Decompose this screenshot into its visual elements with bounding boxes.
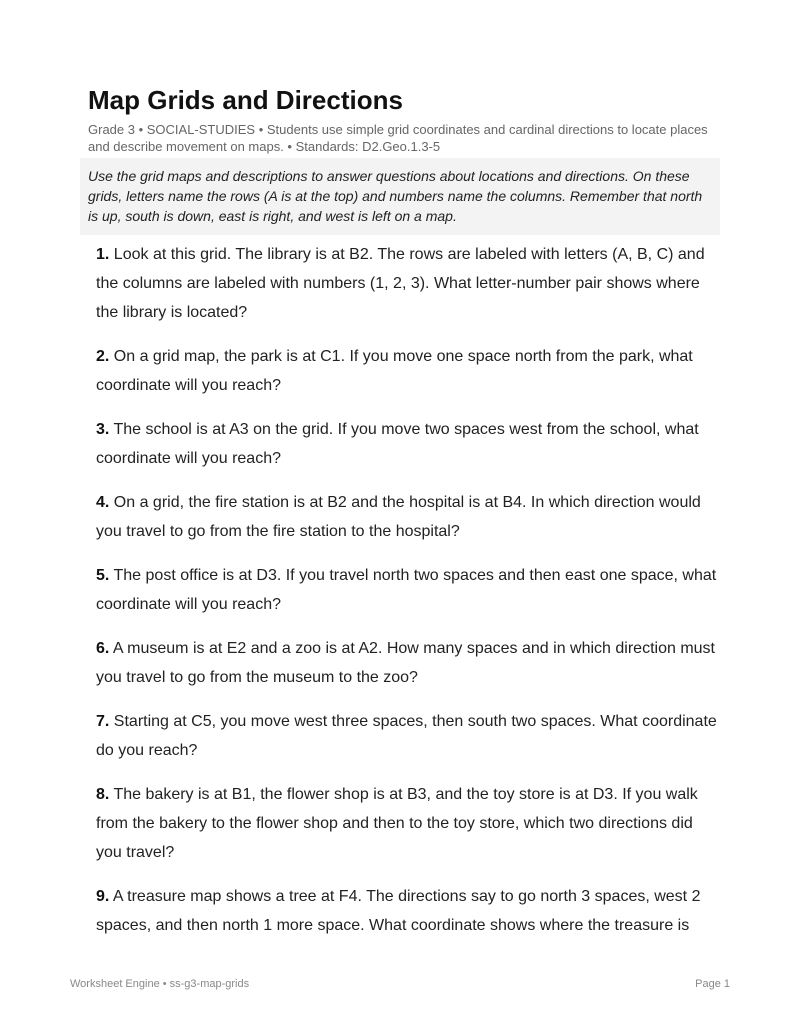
question-list (96, 240, 720, 955)
question-text: Look at this grid. The library is at B2. The rows are labeled with letters (A, B, C) and the columns are labeled with numbers (1, 2, 3). What letter-number pair shows where the library is located? (96, 246, 705, 321)
question-text: A treasure map shows a tree at F4. The directions say to go north 3 spaces, west 2 spaces, and then north 1 more space. What coordinate shows where the treasure is (96, 888, 701, 934)
question-item (96, 882, 720, 940)
question-item (96, 780, 720, 867)
question-number: 5. (96, 567, 110, 584)
question-text: The school is at A3 on the grid. If you move two spaces west from the school, what coordinate will you reach? (96, 421, 699, 467)
question-item (96, 707, 720, 765)
question-number: 7. (96, 713, 110, 730)
question-item (96, 634, 720, 692)
footer-source: Worksheet Engine • ss-g3-map-grids (70, 978, 250, 990)
question-item (96, 415, 720, 473)
question-number: 2. (96, 348, 110, 365)
footer-page-number: Page 1 (695, 978, 730, 990)
question-number: 4. (96, 494, 110, 511)
question-item (96, 240, 720, 327)
question-number: 8. (96, 786, 110, 803)
question-text: The post office is at D3. If you travel north two spaces and then east one space, what coordinate will you reach? (96, 567, 717, 613)
question-text: Starting at C5, you move west three spaces, then south two spaces. What coordinate do you reach? (96, 713, 717, 759)
question-number: 3. (96, 421, 110, 438)
question-number: 9. (96, 888, 110, 905)
question-item (96, 561, 720, 619)
question-text: On a grid, the fire station is at B2 and the hospital is at B4. In which direction would you travel to go from the fire station to the hospital? (96, 494, 701, 540)
question-item (96, 342, 720, 400)
worksheet-meta: Grade 3 • SOCIAL-STUDIES • Students use simple grid coordinates and cardinal directions to locate places and describe movement on maps. • Standards: D2.Geo.1.3-5 (88, 122, 708, 154)
question-number: 6. (96, 640, 110, 657)
instructions-box: Use the grid maps and descriptions to answer questions about locations and directions. On these grids, letters name the rows (A is at the top) and numbers name the columns. Remember that north is up, south is down, east is right, and west is left on a map. (80, 158, 720, 235)
question-text: A museum is at E2 and a zoo is at A2. How many spaces and in which direction must you travel to go from the museum to the zoo? (96, 640, 715, 686)
question-text: On a grid map, the park is at C1. If you move one space north from the park, what coordinate will you reach? (96, 348, 693, 394)
question-number: 1. (96, 246, 110, 263)
question-item (96, 488, 720, 546)
question-text: The bakery is at B1, the flower shop is at B3, and the toy store is at D3. If you walk from the bakery to the flower shop and then to the toy store, which two directions did you travel? (96, 786, 698, 861)
page-title: Map Grids and Directions (88, 85, 403, 115)
